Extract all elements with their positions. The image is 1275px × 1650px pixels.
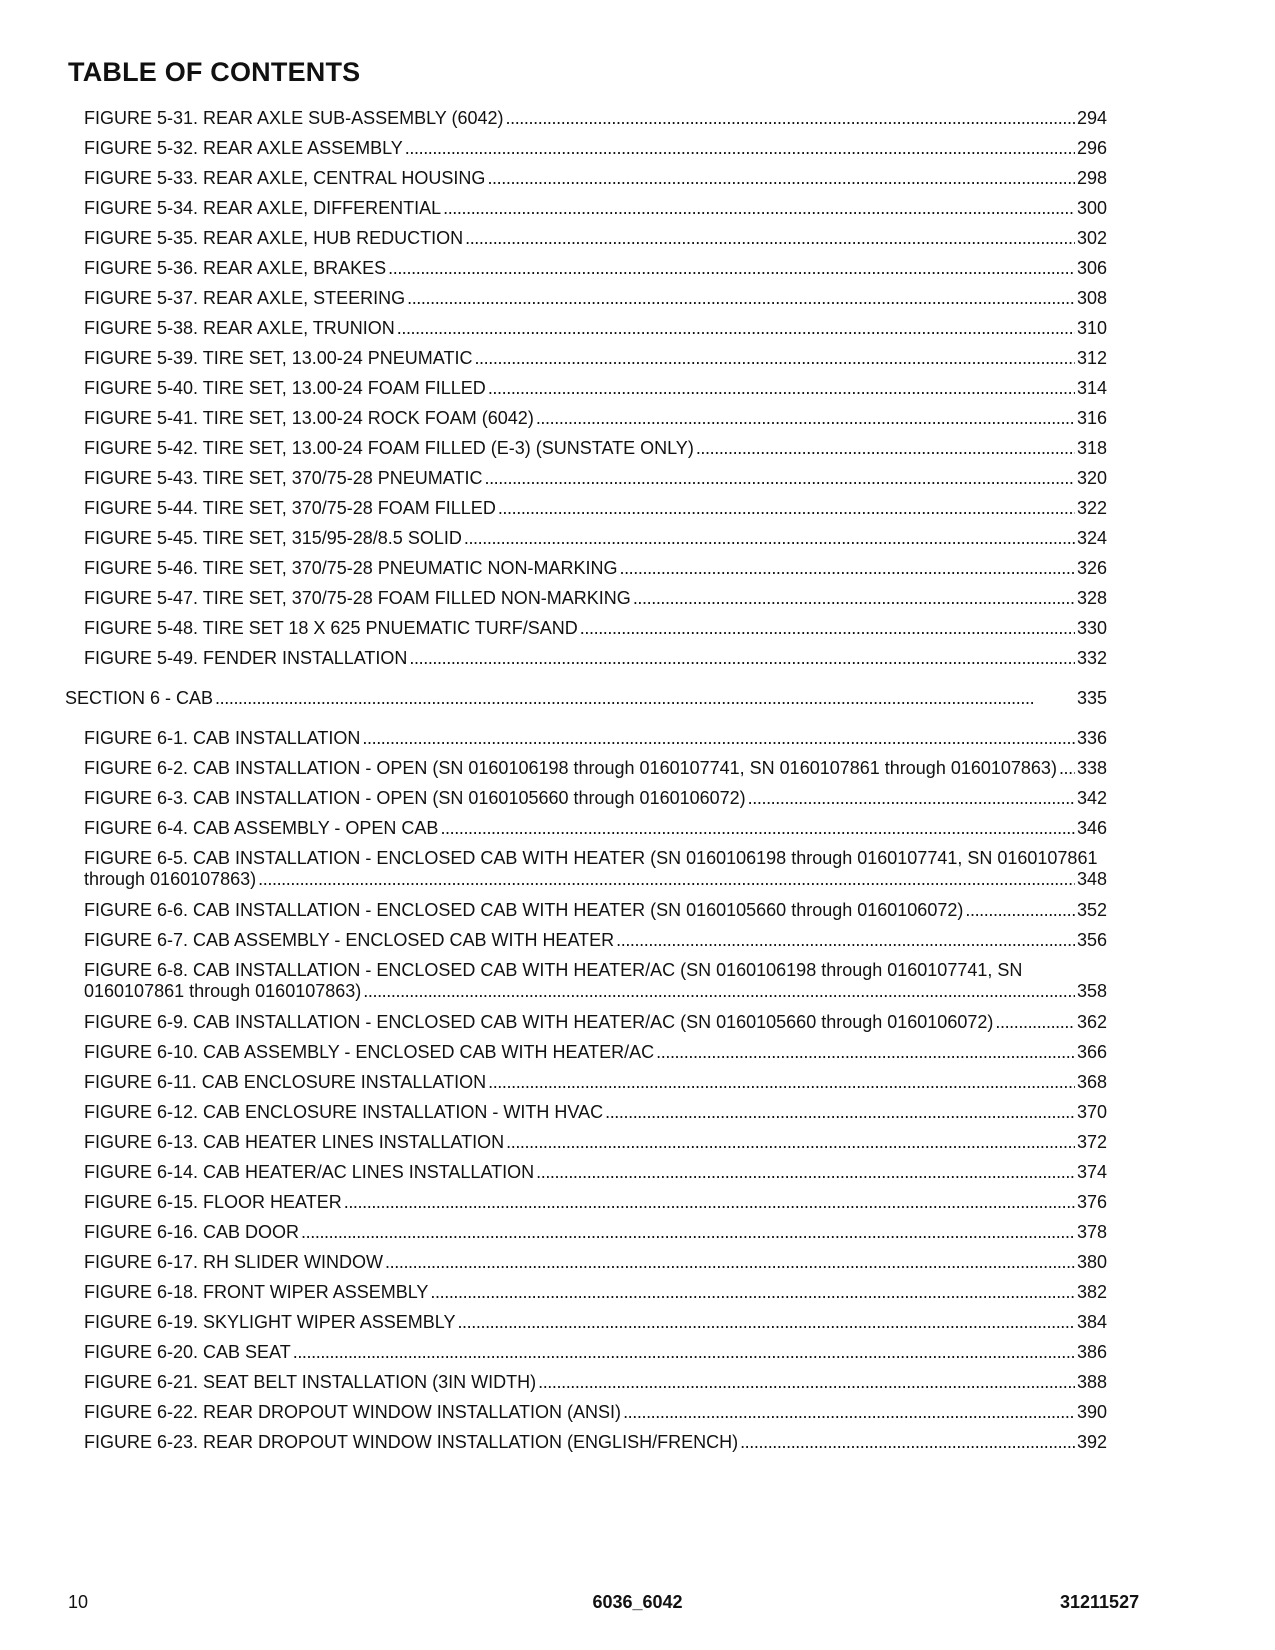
toc-entry-title: FIGURE 6-18. FRONT WIPER ASSEMBLY <box>84 1282 429 1302</box>
toc-entry-title: FIGURE 5-47. TIRE SET, 370/75-28 FOAM FILLED NON-MARKING <box>84 588 631 608</box>
toc-entry-page: 378 <box>1076 1222 1107 1242</box>
dot-leader <box>484 468 1074 489</box>
toc-entry <box>84 1012 1107 1033</box>
toc-entry-page: 362 <box>1076 1012 1107 1032</box>
toc-entry-page: 318 <box>1076 438 1107 458</box>
page-title: TABLE OF CONTENTS <box>68 57 361 87</box>
toc-entry-title: FIGURE 5-46. TIRE SET, 370/75-28 PNEUMATIC NON-MARKING <box>84 558 618 578</box>
dot-leader <box>506 1132 1075 1153</box>
toc-entry <box>84 818 1107 839</box>
dot-leader <box>656 1042 1075 1063</box>
toc-entry-title: FIGURE 5-41. TIRE SET, 13.00-24 ROCK FOAM (6042) <box>84 408 534 428</box>
toc-entry <box>84 1282 1107 1303</box>
dot-leader <box>487 168 1075 189</box>
toc-entry-page: 358 <box>1076 981 1107 1001</box>
toc-entry-title: 0160107861 through 0160107863) <box>84 981 362 1001</box>
dot-leader <box>488 378 1075 399</box>
dot-leader <box>616 930 1075 951</box>
dot-leader <box>965 900 1075 921</box>
toc-entry-page: 308 <box>1076 288 1107 308</box>
toc-entry <box>84 528 1107 549</box>
toc-entry-page: 316 <box>1076 408 1107 428</box>
toc-entry <box>84 258 1107 279</box>
toc-entry-title: FIGURE 5-45. TIRE SET, 315/95-28/8.5 SOLID <box>84 528 462 548</box>
dot-leader <box>363 981 1075 1002</box>
toc-entry-title: FIGURE 5-35. REAR AXLE, HUB REDUCTION <box>84 228 464 248</box>
toc-entry-title: FIGURE 6-3. CAB INSTALLATION - OPEN (SN 0160105660 through 0160106072) <box>84 788 746 808</box>
toc-entry <box>84 168 1107 189</box>
toc-entry-page: 306 <box>1076 258 1107 278</box>
toc-entry <box>84 198 1107 219</box>
toc-entry-title: FIGURE 6-1. CAB INSTALLATION <box>84 728 361 748</box>
toc-entry-page: 356 <box>1076 930 1107 950</box>
toc-entry-page: 298 <box>1076 168 1107 188</box>
toc-entry-title: FIGURE 6-10. CAB ASSEMBLY - ENCLOSED CAB WITH HEATER/AC <box>84 1042 655 1062</box>
dot-leader <box>740 1432 1075 1453</box>
toc-entry <box>84 378 1107 399</box>
toc-entry-title: FIGURE 6-21. SEAT BELT INSTALLATION (3IN WIDTH) <box>84 1372 537 1392</box>
toc-entry <box>84 930 1107 951</box>
toc-entry-page: 388 <box>1076 1372 1107 1392</box>
toc-section-entry <box>65 688 1107 709</box>
toc-entry-title: FIGURE 5-44. TIRE SET, 370/75-28 FOAM FILLED <box>84 498 496 518</box>
toc-entry-page: 330 <box>1076 618 1107 638</box>
toc-entry <box>84 228 1107 249</box>
toc-entry-title: FIGURE 6-12. CAB ENCLOSURE INSTALLATION - WITH HVAC <box>84 1102 604 1122</box>
toc-entry-page: 336 <box>1076 728 1107 748</box>
toc-entry-title: FIGURE 5-38. REAR AXLE, TRUNION <box>84 318 395 338</box>
toc-entry-title-line: FIGURE 6-8. CAB INSTALLATION - ENCLOSED CAB WITH HEATER/AC (SN 0160106198 through 0160107741, SN <box>84 960 1023 980</box>
dot-leader <box>619 558 1074 579</box>
toc-entry-title: SECTION 6 - CAB <box>65 688 214 708</box>
toc-entry <box>84 138 1107 159</box>
dot-leader <box>440 818 1075 839</box>
dot-leader <box>498 498 1075 519</box>
dot-leader <box>397 318 1075 339</box>
toc-entry-title: FIGURE 6-23. REAR DROPOUT WINDOW INSTALLATION (ENGLISH/FRENCH) <box>84 1432 739 1452</box>
toc-entry-title: FIGURE 6-20. CAB SEAT <box>84 1342 291 1362</box>
dot-leader <box>258 869 1075 890</box>
dot-leader <box>464 528 1075 549</box>
toc-entry <box>84 1432 1107 1453</box>
toc-entry-title-line: FIGURE 6-5. CAB INSTALLATION - ENCLOSED CAB WITH HEATER (SN 0160106198 through 0160107741, SN 0160107861 <box>84 848 1098 868</box>
toc-entry-page: 314 <box>1076 378 1107 398</box>
toc-entry-page: 380 <box>1076 1252 1107 1272</box>
toc-entry <box>84 1042 1107 1063</box>
toc-entry <box>84 1102 1107 1123</box>
toc-entry-page: 366 <box>1076 1042 1107 1062</box>
toc-entry <box>84 468 1107 489</box>
toc-entry <box>84 558 1107 579</box>
toc-entry-page: 326 <box>1076 558 1107 578</box>
toc-entry-page: 335 <box>1076 688 1107 708</box>
toc-entry-page: 374 <box>1076 1162 1107 1182</box>
toc-entry-title: FIGURE 6-19. SKYLIGHT WIPER ASSEMBLY <box>84 1312 456 1332</box>
toc-entry <box>84 618 1107 639</box>
dot-leader <box>301 1222 1075 1243</box>
toc-entry-title: FIGURE 6-16. CAB DOOR <box>84 1222 300 1242</box>
toc-entry <box>84 900 1107 921</box>
dot-leader <box>457 1312 1075 1333</box>
toc-entry-title: FIGURE 6-7. CAB ASSEMBLY - ENCLOSED CAB WITH HEATER <box>84 930 615 950</box>
toc-entry-title: FIGURE 6-14. CAB HEATER/AC LINES INSTALLATION <box>84 1162 535 1182</box>
dot-leader <box>748 788 1075 809</box>
toc-entry-page: 312 <box>1076 348 1107 368</box>
toc-entry <box>84 1222 1107 1243</box>
toc-entry-title: FIGURE 5-32. REAR AXLE ASSEMBLY <box>84 138 403 158</box>
dot-leader <box>344 1192 1075 1213</box>
dot-leader <box>430 1282 1075 1303</box>
toc-entry-title: FIGURE 6-2. CAB INSTALLATION - OPEN (SN 0160106198 through 0160107741, SN 0160107861 through 0160107863) <box>84 758 1057 778</box>
dot-leader <box>385 1252 1075 1273</box>
dot-leader <box>474 348 1075 369</box>
toc-entry-title: FIGURE 5-33. REAR AXLE, CENTRAL HOUSING <box>84 168 486 188</box>
toc-entry <box>84 758 1107 779</box>
toc-entry-page: 376 <box>1076 1192 1107 1212</box>
toc-entry-page: 390 <box>1076 1402 1107 1422</box>
dot-leader <box>696 438 1075 459</box>
toc-entry-page: 300 <box>1076 198 1107 218</box>
toc-entry <box>84 498 1107 519</box>
toc-entry <box>84 1342 1107 1363</box>
toc-entry-title: FIGURE 6-11. CAB ENCLOSURE INSTALLATION <box>84 1072 487 1092</box>
toc-entry <box>84 788 1107 809</box>
dot-leader <box>605 1102 1075 1123</box>
toc-entry-page: 296 <box>1076 138 1107 158</box>
toc-entry-title: FIGURE 5-40. TIRE SET, 13.00-24 FOAM FILLED <box>84 378 486 398</box>
toc-entry <box>84 848 1107 890</box>
toc-entry <box>84 960 1107 1002</box>
toc-entry-page: 392 <box>1076 1432 1107 1452</box>
toc-entry <box>84 1312 1107 1333</box>
toc-entry-page: 372 <box>1076 1132 1107 1152</box>
dot-leader <box>405 138 1075 159</box>
toc-entry-title: FIGURE 5-48. TIRE SET 18 X 625 PNUEMATIC TURF/SAND <box>84 618 578 638</box>
toc-entry-page: 386 <box>1076 1342 1107 1362</box>
dot-leader <box>538 1372 1075 1393</box>
dot-leader <box>1059 758 1075 779</box>
toc-entry-page: 322 <box>1076 498 1107 518</box>
dot-leader <box>633 588 1075 609</box>
toc-entry <box>84 318 1107 339</box>
dot-leader <box>362 728 1075 749</box>
dot-leader <box>623 1402 1075 1423</box>
dot-leader <box>488 1072 1075 1093</box>
toc-entry <box>84 1252 1107 1273</box>
toc-entry-page: 338 <box>1076 758 1107 778</box>
dot-leader <box>465 228 1075 249</box>
dot-leader <box>443 198 1075 219</box>
dot-leader <box>995 1012 1075 1033</box>
toc-entry-title: FIGURE 5-36. REAR AXLE, BRAKES <box>84 258 387 278</box>
toc-entry-page: 324 <box>1076 528 1107 548</box>
footer-model: 6036_6042 <box>592 1592 683 1612</box>
toc-entry <box>84 1072 1107 1093</box>
toc-entry-page: 310 <box>1076 318 1107 338</box>
toc-entry <box>84 728 1107 749</box>
toc-entry-page: 342 <box>1076 788 1107 808</box>
toc-entry <box>84 438 1107 459</box>
toc-entry-title: FIGURE 6-6. CAB INSTALLATION - ENCLOSED CAB WITH HEATER (SN 0160105660 through 0160106072) <box>84 900 964 920</box>
dot-leader <box>407 288 1075 309</box>
dot-leader <box>536 408 1075 429</box>
toc-entry-title: FIGURE 6-9. CAB INSTALLATION - ENCLOSED CAB WITH HEATER/AC (SN 0160105660 through 0160106072) <box>84 1012 994 1032</box>
toc-entry <box>84 348 1107 369</box>
toc-entry <box>84 1132 1107 1153</box>
toc-entry-page: 294 <box>1076 108 1107 128</box>
dot-leader <box>215 688 1075 709</box>
toc-entry <box>84 108 1107 129</box>
toc-entry-title: FIGURE 6-22. REAR DROPOUT WINDOW INSTALLATION (ANSI) <box>84 1402 622 1422</box>
toc-entry-page: 320 <box>1076 468 1107 488</box>
toc-entry-title: FIGURE 6-4. CAB ASSEMBLY - OPEN CAB <box>84 818 439 838</box>
toc-entry-title: FIGURE 5-34. REAR AXLE, DIFFERENTIAL <box>84 198 442 218</box>
toc-entry-page: 328 <box>1076 588 1107 608</box>
toc-entry-title: FIGURE 6-15. FLOOR HEATER <box>84 1192 342 1212</box>
dot-leader <box>388 258 1075 279</box>
toc-entry-title: through 0160107863) <box>84 869 257 889</box>
toc-entry-title: FIGURE 5-42. TIRE SET, 13.00-24 FOAM FILLED (E-3) (SUNSTATE ONLY) <box>84 438 694 458</box>
toc-entry-page: 302 <box>1076 228 1107 248</box>
dot-leader <box>506 108 1075 129</box>
toc-entry-page: 332 <box>1076 648 1107 668</box>
toc-entry-page: 346 <box>1076 818 1107 838</box>
toc-entry <box>84 288 1107 309</box>
toc-entry <box>84 648 1107 669</box>
toc-entry <box>84 1162 1107 1183</box>
toc-entry-page: 384 <box>1076 1312 1107 1332</box>
toc-entry-title: FIGURE 6-17. RH SLIDER WINDOW <box>84 1252 384 1272</box>
dot-leader <box>409 648 1075 669</box>
dot-leader <box>580 618 1075 639</box>
dot-leader <box>536 1162 1075 1183</box>
toc-entry <box>84 1402 1107 1423</box>
toc-entry-page: 382 <box>1076 1282 1107 1302</box>
toc-entry-page: 368 <box>1076 1072 1107 1092</box>
toc-entry-page: 370 <box>1076 1102 1107 1122</box>
toc-entry-title: FIGURE 5-37. REAR AXLE, STEERING <box>84 288 406 308</box>
toc-entry-title: FIGURE 5-49. FENDER INSTALLATION <box>84 648 408 668</box>
toc-entry-title: FIGURE 5-31. REAR AXLE SUB-ASSEMBLY (6042) <box>84 108 504 128</box>
toc-entry-title: FIGURE 5-39. TIRE SET, 13.00-24 PNEUMATIC <box>84 348 473 368</box>
toc-entry <box>84 1192 1107 1213</box>
toc-entry <box>84 408 1107 429</box>
toc-entry <box>84 1372 1107 1393</box>
toc-entry-title: FIGURE 6-13. CAB HEATER LINES INSTALLATION <box>84 1132 505 1152</box>
toc-entry-page: 352 <box>1076 900 1107 920</box>
toc-entry-page: 348 <box>1076 869 1107 889</box>
toc-entry <box>84 588 1107 609</box>
footer-doc-number: 31211527 <box>1060 1592 1140 1612</box>
toc-entry-title: FIGURE 5-43. TIRE SET, 370/75-28 PNEUMATIC <box>84 468 483 488</box>
footer-page-number: 10 <box>68 1592 89 1612</box>
dot-leader <box>293 1342 1075 1363</box>
